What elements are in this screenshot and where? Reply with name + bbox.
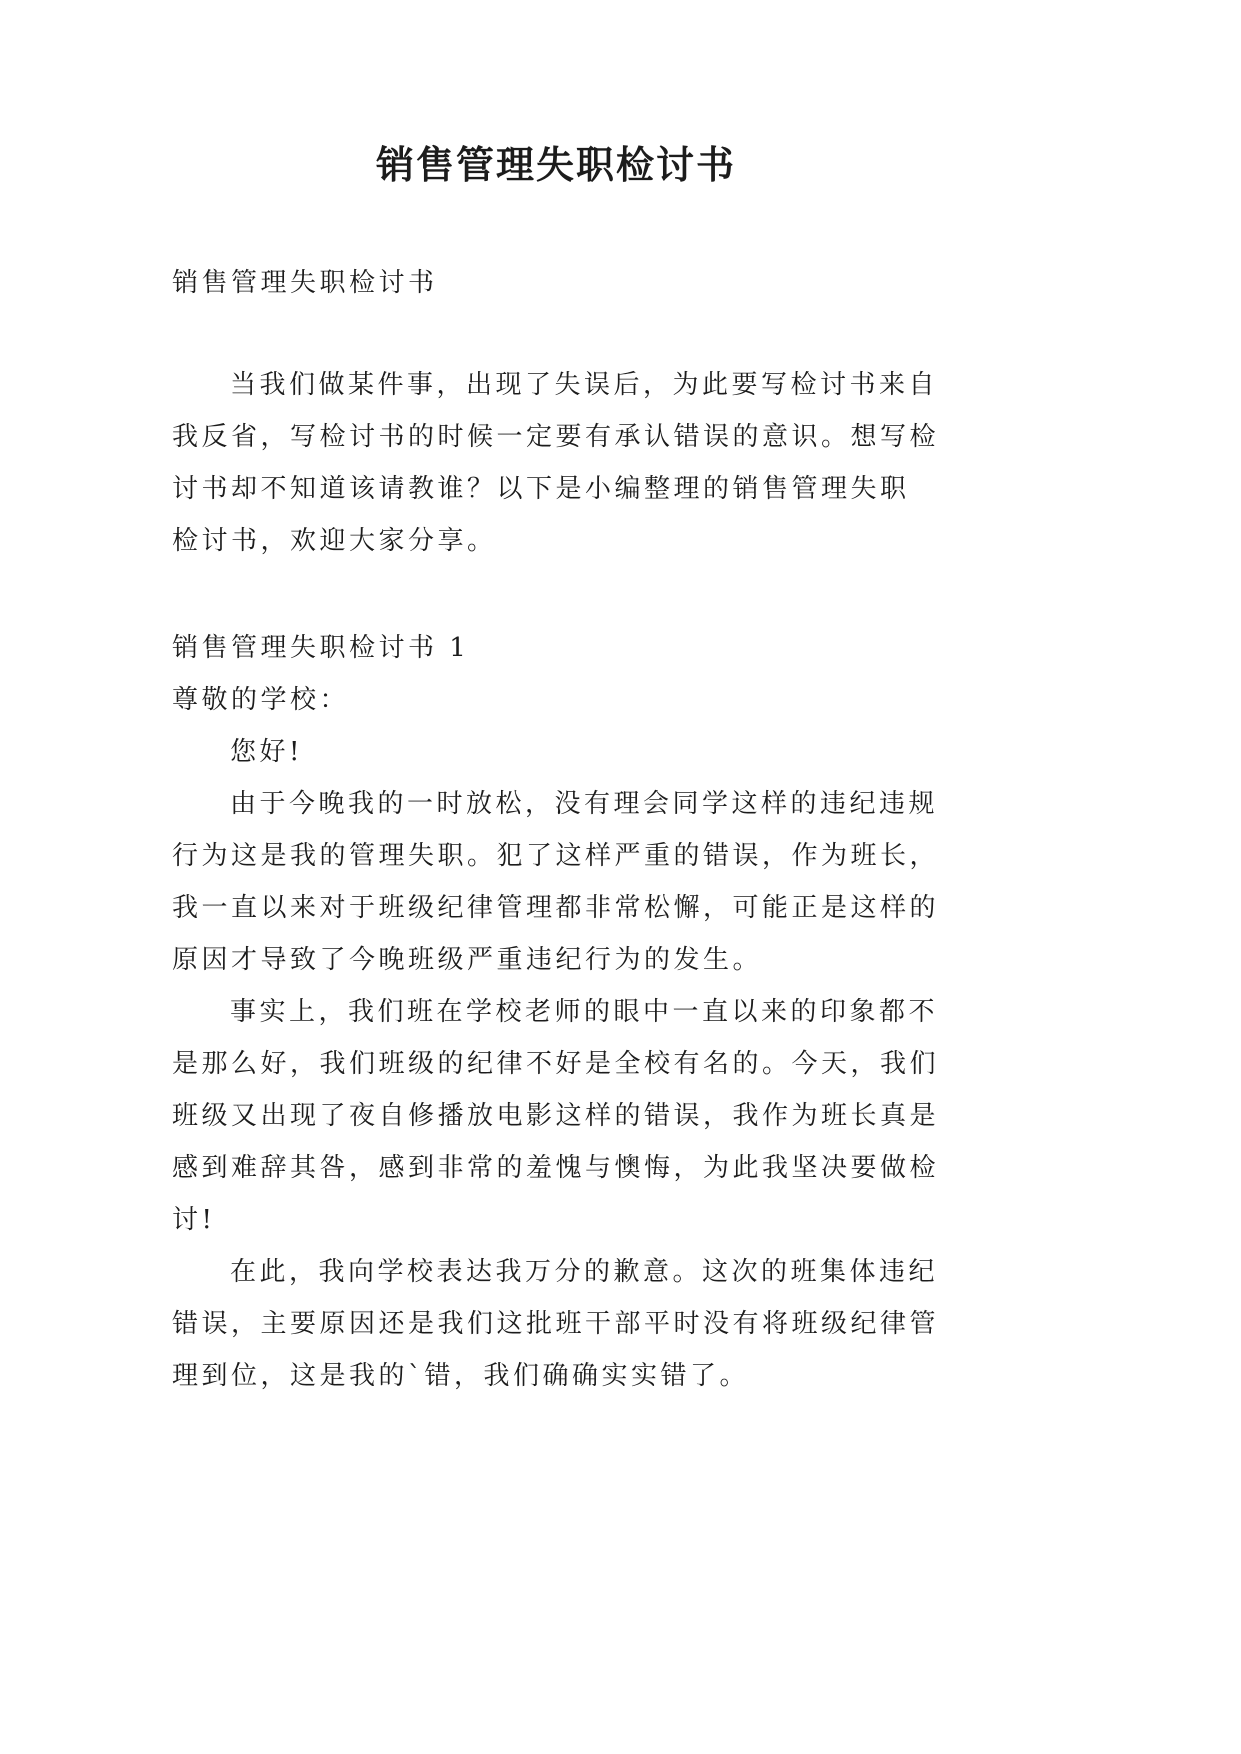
text-line: 行为这是我的管理失职。犯了这样严重的错误，作为班长， — [172, 841, 940, 871]
text-line: 错误，主要原因还是我们这批班干部平时没有将班级纪律管 — [172, 1309, 940, 1339]
document-title: 销售管理失职检讨书 — [375, 142, 736, 187]
text-line: 我一直以来对于班级纪律管理都非常松懈，可能正是这样的 — [172, 893, 940, 923]
text-line: 是那么好，我们班级的纪律不好是全校有名的。今天，我们 — [172, 1049, 940, 1079]
paragraph-2 — [172, 986, 962, 1246]
text-line: 我反省，写检讨书的时候一定要有承认错误的意识。想写检 — [172, 422, 940, 452]
text-line: 班级又出现了夜自修播放电影这样的错误，我作为班长真是 — [172, 1101, 940, 1131]
document-subtitle-block — [172, 257, 962, 309]
intro-paragraph — [172, 359, 962, 567]
paragraph-1 — [172, 778, 962, 986]
text-line: 由于今晚我的一时放松，没有理会同学这样的违纪违规 — [230, 789, 939, 819]
document-subtitle: 销售管理失职检讨书 — [172, 268, 438, 298]
text-line: 原因才导致了今晚班级严重违纪行为的发生。 — [172, 945, 763, 975]
text-line: 事实上，我们班在学校老师的眼中一直以来的印象都不 — [230, 997, 939, 1027]
section-heading: 销售管理失职检讨书 1 — [172, 633, 470, 663]
text-line: 讨! — [172, 1205, 216, 1235]
text-line: 检讨书，欢迎大家分享。 — [172, 526, 497, 556]
text-line: 理到位，这是我的`错，我们确确实实错了。 — [172, 1361, 750, 1391]
text-line: 在此，我向学校表达我万分的歉意。这次的班集体违纪 — [230, 1257, 939, 1287]
paragraph-3 — [172, 1246, 962, 1402]
text-line: 讨书却不知道该请教谁？以下是小编整理的销售管理失职 — [172, 474, 910, 504]
salutation: 尊敬的学校： — [172, 685, 350, 715]
greeting: 您好! — [230, 737, 303, 767]
text-line: 感到难辞其咎，感到非常的羞愧与懊悔，为此我坚决要做检 — [172, 1153, 940, 1183]
letter-body — [172, 622, 962, 1402]
text-line: 当我们做某件事，出现了失误后，为此要写检讨书来自 — [230, 370, 939, 400]
